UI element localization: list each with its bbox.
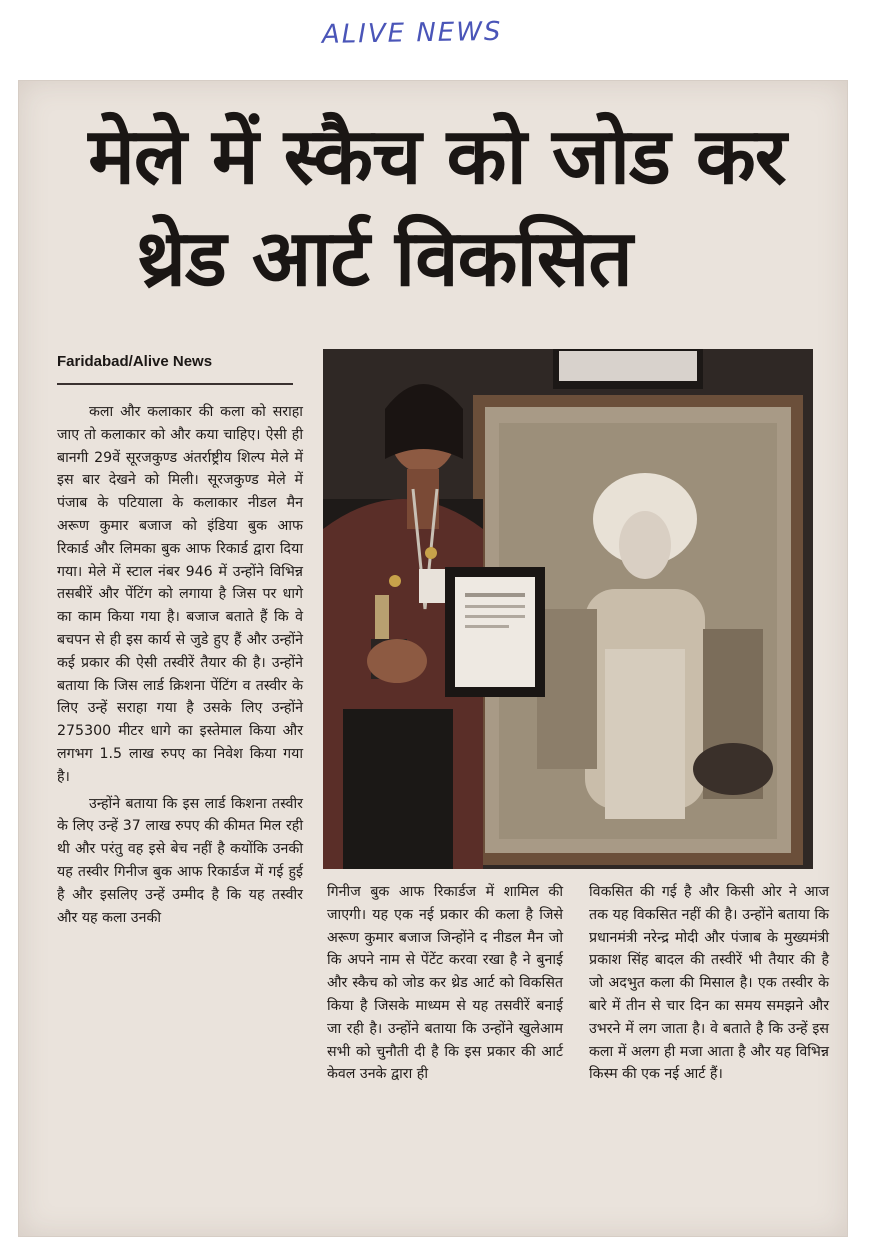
headline-line-2: थ्रेड आर्ट विकसित xyxy=(136,214,632,304)
handwritten-note: ALIVE NEWS xyxy=(321,16,503,50)
article-column-1 xyxy=(57,401,303,929)
newspaper-clipping xyxy=(18,80,848,1237)
dateline: Faridabad/Alive News xyxy=(57,353,213,370)
dateline-rule xyxy=(57,383,293,385)
column1-paragraph-1: कला और कलाकार की कला को सराहा जाए तो कलाकार को और कया चाहिए। ऐसी ही बानगी 29वें सूरजकुण्ड अंतर्राष्ट्रीय शिल्प मेले में इस बार देखने को मिली। सूरजकुण्ड मेले में पंजाब के पटियाला के कलाकार नीडल मैन अरूण कुमार बजाज को इंडिया बुक आफ रिकार्ड और लिमका बुक आफ रिकार्ड द्वारा दिया गया। मेले में स्टाल नंबर 946 में उन्होंने विभिन्न तसबीरें और पेंटिंग को लगाया है जिस पर धागे का काम किया गया है। बजाज बताते हैं कि वे बचपन से ही इस कार्य से जुडे हुए हैं और उन्होंने कई प्रकार की ऐसी तस्वीरें तैयार की है। उन्होंने बताया कि जिस लार्ड क्रिशना पेंटिंग व तस्वीर के लिए उन्हें सराहा गया है उसके लिए उन्होंने 275300 मीटर धागे का इस्तेमाल किया और लगभग 1.5 लाख रुपए का निवेश किया गया है। xyxy=(57,404,303,785)
artist-with-thread-painting-photo xyxy=(323,349,813,869)
column3-paragraph-1: विकसित की गई है और किसी ओर ने आज तक यह विकसित नहीं की है। उन्होंने बताया कि प्रधानमंत्री नरेन्द्र मोदी और पंजाब के मुख्यमंत्री प्रकाश सिंह बादल की तस्वीरें भी तैयार की है जो अदभुत कला की मिसाल है। एक तस्वीर के बारे में तीन से चार दिन का समय समझने और उभरने में लग जाता है। वे बताते है कि उन्हें इस कला में अलग ही मजा आता है और यह विभिन्न किस्म की एक नई आर्ट हैं। xyxy=(589,884,829,1083)
article-column-2 xyxy=(327,881,563,1086)
article-column-3 xyxy=(589,881,829,1086)
column2-paragraph-1: गिनीज बुक आफ रिकार्डज में शामिल की जाएगी। यह एक नई प्रकार की कला है जिसे अरूण कुमार बजाज जिन्होंने द नीडल मैन जो कि अपने नाम से पेंटेंट करवा रखा है ने बुनाई और स्कैच को जोड कर थ्रेड आर्ट को विकसित किया है जिसके माध्यम से यह तसवीरें बनाई जा रही है। उन्होंने बताया कि उन्होंने खुलेआम सभी को चुनौती दी है कि इस प्रकार की आर्ट केवल उनके द्वारा ही xyxy=(327,884,563,1083)
headline-line-1: मेले में स्कैच को जोड कर xyxy=(88,112,786,202)
article-photo xyxy=(323,349,813,869)
column1-paragraph-2: उन्होंने बताया कि इस लार्ड किशना तस्वीर के लिए उन्हें 37 लाख रुपए की कीमत मिल रही थी और परंतु वह इसे बेच नहीं है कयोंकि उनकी यह तस्वीर गिनीज बुक आफ रिकार्डज में गई हुई है और इसलिए उन्हें उम्मीद है कि यह तस्वीर और यह कला उनकी xyxy=(57,795,303,926)
